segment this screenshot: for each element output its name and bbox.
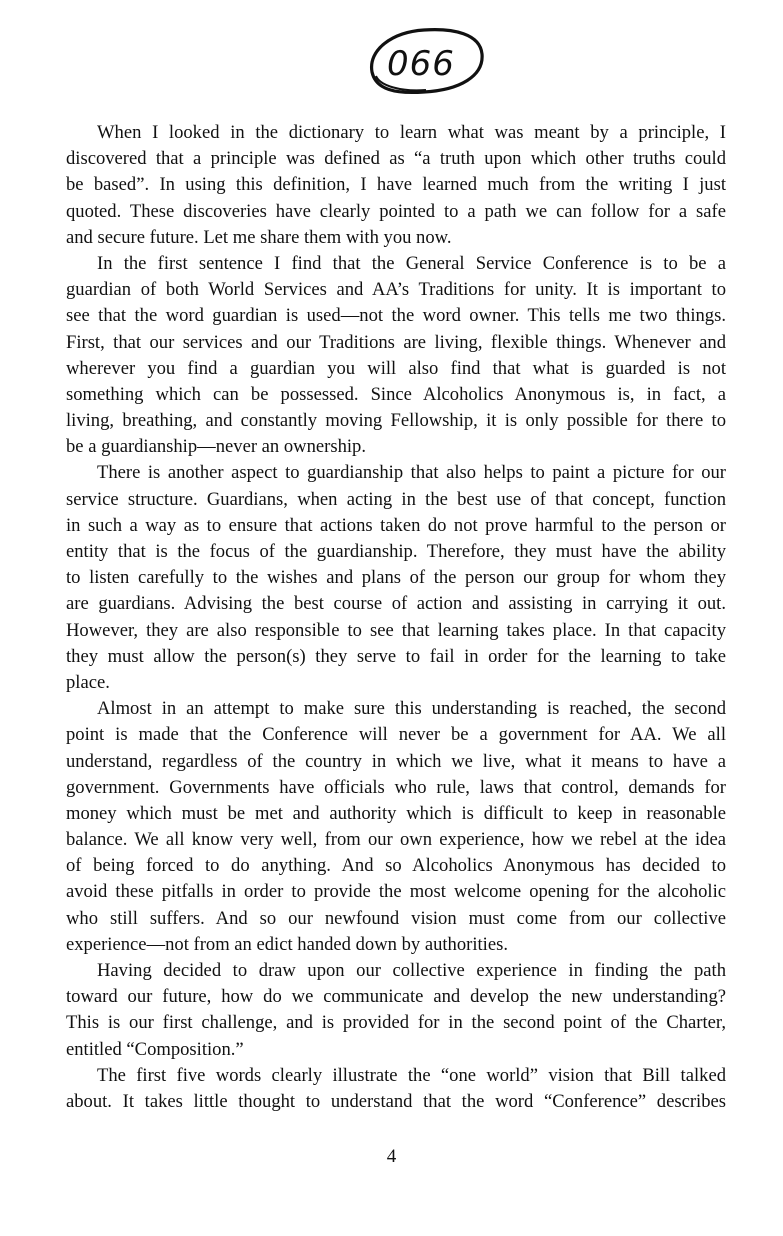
text-line: point is made that the Conference will never be a government for AA. We all [66,724,726,746]
text-line: Having decided to draw upon our collective experience in finding the path [97,960,726,981]
paragraph [66,1063,726,1115]
text-line: government. Governments have officials who rule, laws that control, demands for [66,776,726,798]
text-line: When I looked in the dictionary to learn what was meant by a principle, I [97,122,726,143]
text-line: toward our future, how do we communicate and develop the new understanding? [66,986,726,1008]
paragraph [66,958,726,1063]
text-line: they must allow the person(s) they serve to fail in order for the learning to take [66,645,726,667]
document-body [66,120,726,1115]
text-line: This is our first challenge, and is provided for in the second point of the Charter, [66,1012,726,1034]
text-line: discovered that a principle was defined as “a truth upon which other truths could [66,148,726,170]
text-line: entitled “Composition.” [66,1038,244,1060]
stamp-number: 066 [387,44,455,84]
text-line: understand, regardless of the country in which we live, what it means to have a [66,750,726,772]
text-line: to listen carefully to the wishes and plans of the person our group for whom they [66,567,726,589]
paragraph [66,696,726,958]
page-number: 4 [386,1146,397,1167]
text-line: service structure. Guardians, when acting in the best use of that concept, function [66,488,726,510]
text-line: living, breathing, and constantly moving Fellowship, it is only possible for there to [66,410,726,432]
text-line: balance. We all know very well, from our own experience, how we rebel at the idea [66,829,726,851]
text-line: In the first sentence I find that the General Service Conference is to be a [97,252,726,274]
text-line: guardian of both World Services and AA’s Traditions for unity. It is important to [66,279,726,301]
text-line: entity that is the focus of the guardianship. Therefore, they must have the ability [66,541,726,562]
text-line: be based”. In using this definition, I have learned much from the writing I just [66,174,726,196]
text-line: money which must be met and authority which is difficult to keep in reasonable [66,802,726,824]
text-line: about. It takes little thought to understand that the word “Conference” describes [66,1090,726,1112]
paragraph [66,251,726,461]
text-line: something which can be possessed. Since Alcoholics Anonymous is, in fact, a [66,383,726,405]
text-line: However, they are also responsible to see that learning takes place. In that capacity [66,619,726,641]
text-line: experience—not from an edict handed down by authorities. [66,933,508,955]
text-line: avoid these pitfalls in order to provide the most welcome opening for the alcoholic [66,881,726,903]
text-line: of being forced to do anything. And so Alcoholics Anonymous has decided to [66,855,726,877]
text-line: Almost in an attempt to make sure this understanding is reached, the second [97,698,726,720]
handwritten-page-stamp [362,20,486,100]
text-line: place. [66,671,110,693]
paragraph [66,460,726,696]
text-line: see that the word guardian is used—not the word owner. This tells me two things. [66,305,726,327]
text-line: The first five words clearly illustrate the “one world” vision that Bill talked [97,1064,726,1086]
text-line: First, that our services and our Traditions are living, flexible things. Whenever and [66,331,726,353]
text-line: are guardians. Advising the best course of action and assisting in carrying it out. [66,593,726,615]
text-line: and secure future. Let me share them with you now. [66,226,452,248]
text-line: be a guardianship—never an ownership. [66,436,366,458]
text-line: There is another aspect to guardianship that also helps to paint a picture for our [97,462,726,484]
text-line: wherever you find a guardian you will also find that what is guarded is not [66,357,726,379]
text-line: in such a way as to ensure that actions taken do not prove harmful to the person or [66,514,726,536]
paragraph [66,120,726,251]
text-line: quoted. These discoveries have clearly pointed to a path we can follow for a safe [66,200,726,222]
text-line: who still suffers. And so our newfound vision must come from our collective [66,907,726,929]
